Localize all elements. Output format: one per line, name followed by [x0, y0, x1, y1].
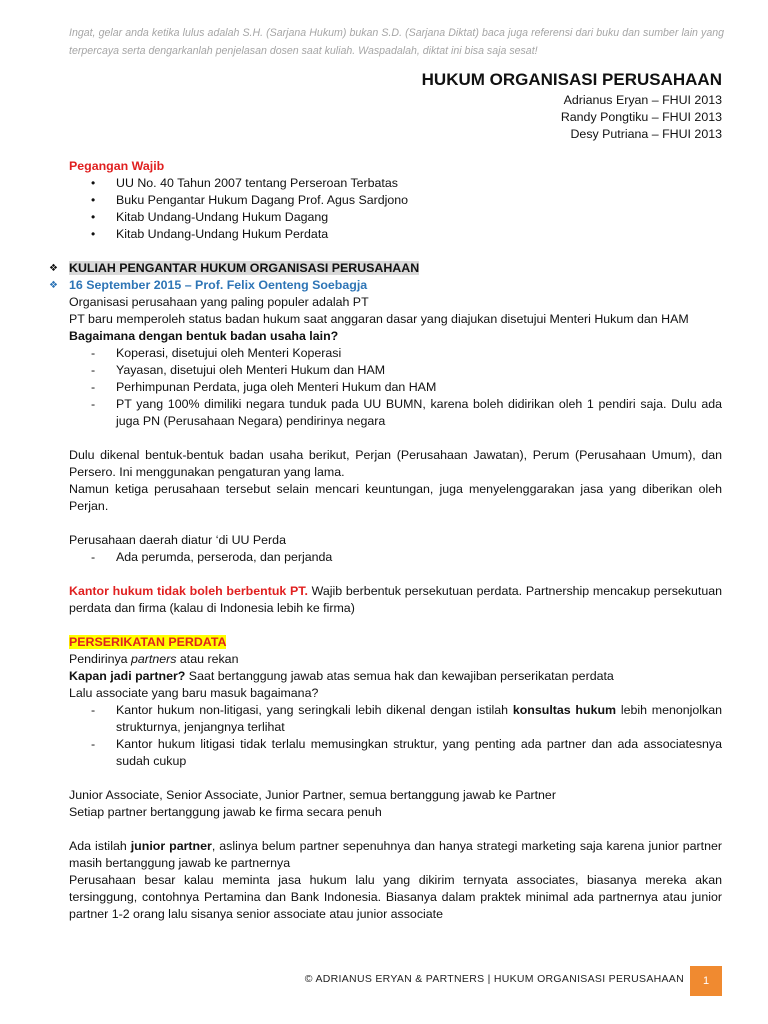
list-item: - Ada perumda, perseroda, dan perjanda	[69, 549, 722, 566]
paragraph-text: Pendirinya	[69, 652, 131, 666]
lecture-date: 16 September 2015 – Prof. Felix Oenteng Soebagja	[69, 278, 368, 292]
document-body	[49, 158, 723, 923]
paragraph: Perusahaan daerah diatur ‘di UU Perda	[69, 533, 286, 547]
paragraph: Perusahaan besar kalau meminta jasa hukum lalu yang dikirim ternyata associates, biasanya mereka akan tersinggung, contohnya Pertamina dan Bank Indonesia. Biasanya dalam praktek minimal ada partnernya atau junior partner 1-2 orang lalu sisanya senior associate atau junior associate	[69, 873, 722, 921]
page-number: 1	[690, 966, 722, 996]
paragraph: Namun ketiga perusahaan tersebut selain mencari keuntungan, juga menyelenggarakan jasa yang diberikan oleh Perjan.	[69, 482, 722, 513]
paragraph-text: , aslinya belum partner sepenuhnya dan hanya strategi marketing saja karena junior partner masih bertanggung jawab ke partnernya	[69, 839, 723, 870]
disclaimer-text: Ingat, gelar anda ketika lulus adalah S.H. (Sarjana Hukum) bukan S.D. (Sarjana Diktat) baca juga referensi dari buku dan sumber lain yang terpercaya serta dengarkanlah penjelasan dosen saat kuliah. Waspadalah, diktat ini bisa saja sesat!	[69, 27, 724, 57]
paragraph-text: atau rekan	[176, 652, 239, 666]
pegangan-heading: Pegangan Wajib	[69, 159, 165, 173]
paragraph-text: Saat bertanggung jawab atas semua hak dan kewajiban perserikatan perdata	[185, 669, 614, 683]
list-item	[69, 702, 722, 736]
page-footer	[0, 966, 768, 996]
paragraph-text: Ada istilah	[69, 839, 131, 853]
list-text: Kantor hukum non-litigasi, yang seringkali lebih dikenal dengan istilah	[116, 703, 513, 717]
paragraph: Dulu dikenal bentuk-bentuk badan usaha berikut, Perjan (Perusahaan Jawatan), Perum (Perusahaan Umum), dan Persero. Ini menggunakan pengaturan yang lama.	[69, 448, 722, 479]
diamond-bullet-icon: ❖	[49, 263, 58, 274]
red-emphasis: Kantor hukum tidak boleh berbentuk PT.	[69, 584, 308, 598]
list-item: - Kantor hukum litigasi tidak terlalu memusingkan struktur, yang penting ada partner dan ada associatesnya sudah cukup	[69, 736, 722, 770]
paragraph	[69, 651, 722, 668]
paragraph: Junior Associate, Senior Associate, Junior Partner, semua bertanggung jawab ke Partner	[69, 788, 556, 802]
author-line: Randy Pongtiku – FHUI 2013	[560, 110, 722, 124]
footer-text: © ADRIANUS ERYAN & PARTNERS | HUKUM ORGANISASI PERUSAHAAN	[304, 973, 684, 985]
bold-question: Kapan jadi partner?	[69, 669, 186, 683]
question-heading: Bagaimana dengan bentuk badan usaha lain?	[69, 329, 339, 343]
list-item: • Kitab Undang-Undang Hukum Dagang	[69, 209, 722, 226]
author-line: Desy Putriana – FHUI 2013	[570, 127, 722, 141]
list-item: • UU No. 40 Tahun 2007 tentang Perseroan Terbatas	[69, 175, 722, 192]
pegangan-list	[69, 175, 722, 243]
kantor-hukum-list	[69, 702, 722, 770]
list-item: • Kitab Undang-Undang Hukum Perdata	[69, 226, 722, 243]
paragraph: PT baru memperoleh status badan hukum saat anggaran dasar yang diajukan disetujui Menteri Hukum dan HAM	[69, 312, 689, 326]
paragraph-text: Wajib berbentuk persekutuan perdata. Partnership mencakup persekutuan perdata dan firma (kalau di Indonesia lebih ke firma)	[69, 584, 723, 615]
diamond-bullet-icon: ❖	[49, 280, 58, 291]
paragraph	[69, 838, 722, 872]
perserikatan-heading: PERSERIKATAN PERDATA	[69, 635, 227, 649]
bold-term: junior partner	[130, 839, 212, 853]
list-item: - Koperasi, disetujui oleh Menteri Koperasi	[69, 345, 722, 362]
badan-usaha-list	[69, 345, 722, 430]
authors-block	[561, 92, 722, 143]
lecture-date-row	[49, 277, 722, 294]
list-text: lebih menonjolkan strukturnya, jenjangnya terlihat	[116, 703, 723, 734]
bold-term: konsultas hukum	[512, 703, 617, 717]
paragraph: Organisasi perusahaan yang paling populer adalah PT	[69, 295, 369, 309]
paragraph: Setiap partner bertanggung jawab ke firma secara penuh	[69, 805, 382, 819]
italic-text: partners	[131, 652, 177, 666]
paragraph: Lalu associate yang baru masuk bagaimana?	[69, 686, 319, 700]
kuliah-heading: KULIAH PENGANTAR HUKUM ORGANISASI PERUSAHAAN	[69, 261, 420, 275]
list-item: - Perhimpunan Perdata, juga oleh Menteri Hukum dan HAM	[69, 379, 722, 396]
paragraph	[69, 668, 722, 685]
author-line: Adrianus Eryan – FHUI 2013	[563, 93, 722, 107]
list-item: - PT yang 100% dimiliki negara tunduk pada UU BUMN, karena boleh didirikan oleh 1 pendiri saja. Dulu ada juga PN (Perusahaan Negara) pendirinya negara	[69, 396, 722, 430]
list-item: - Yayasan, disetujui oleh Menteri Hukum dan HAM	[69, 362, 722, 379]
paragraph	[69, 583, 722, 617]
perserikatan-heading-row	[69, 634, 722, 651]
list-item: • Buku Pengantar Hukum Dagang Prof. Agus Sardjono	[69, 192, 722, 209]
kuliah-heading-row	[49, 260, 722, 277]
document-title: HUKUM ORGANISASI PERUSAHAAN	[421, 70, 722, 89]
perda-list	[69, 549, 722, 566]
